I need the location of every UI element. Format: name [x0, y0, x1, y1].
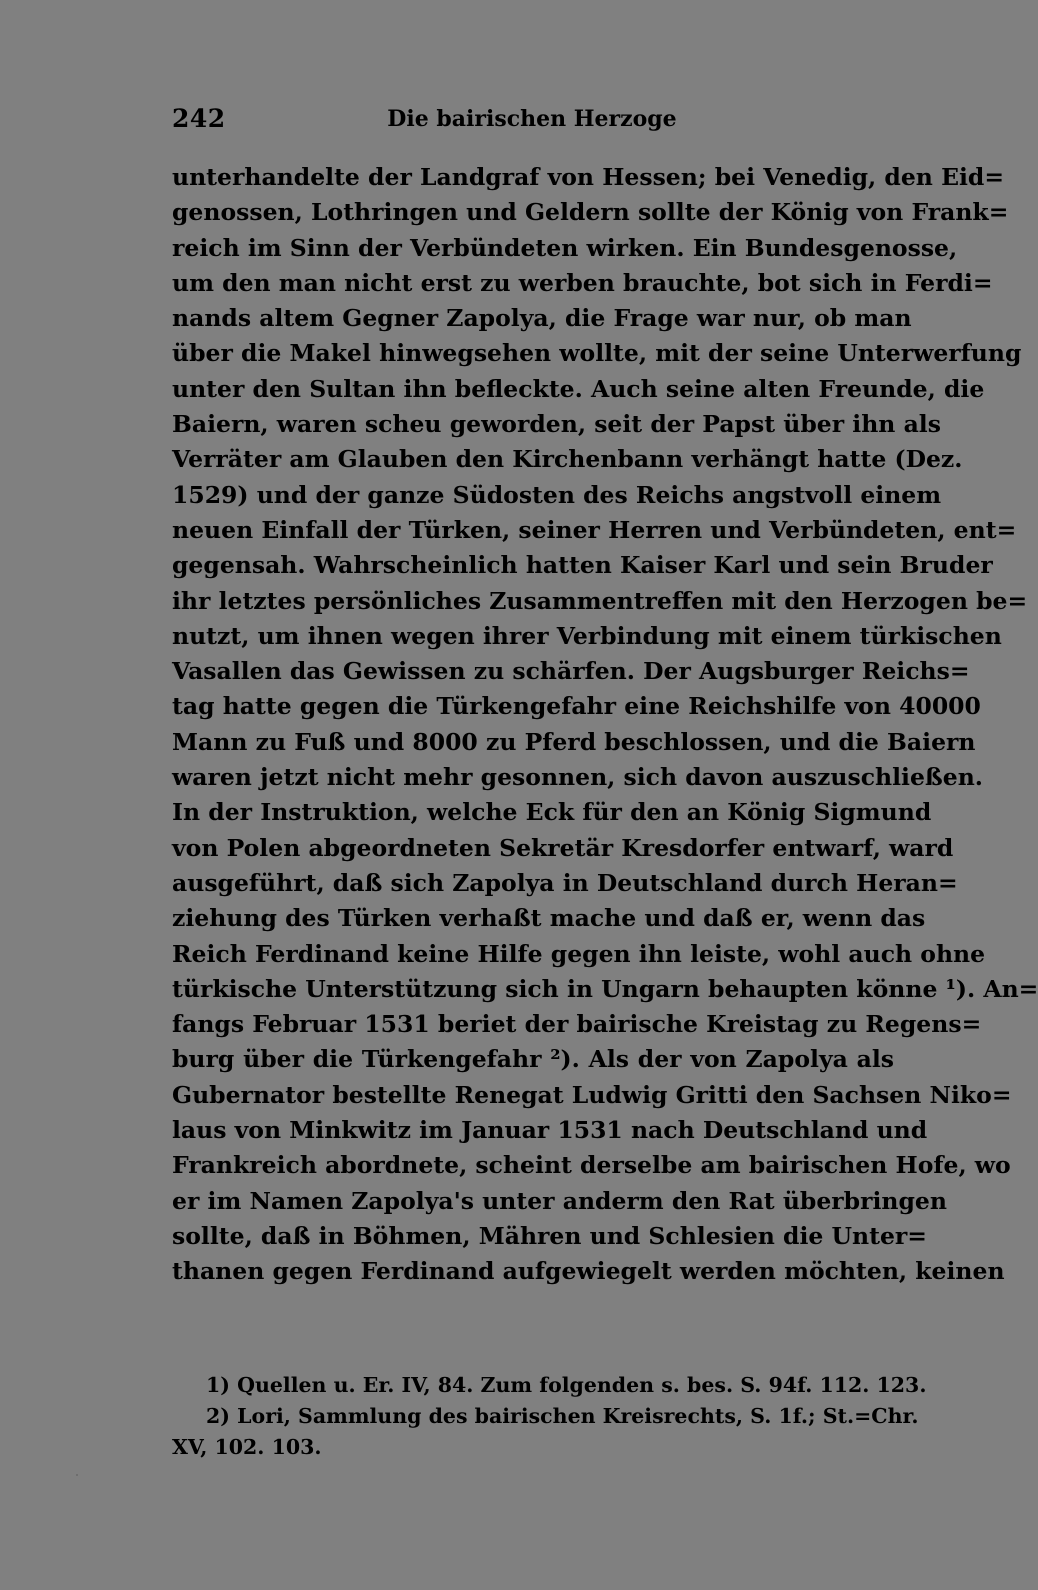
text-line: Verräter am Glauben den Kirchenbann verhängt hatte (Dez. [172, 445, 963, 474]
text-line: gegensah. Wahrscheinlich hatten Kaiser Karl und sein Bruder [172, 551, 993, 580]
body-text [172, 160, 1038, 1290]
running-title: Die bairischen Herzoge [387, 106, 677, 132]
text-line: unter den Sultan ihn befleckte. Auch seine alten Freunde, die [172, 374, 985, 403]
footnote-1: 1) Quellen u. Er. IV, 84. Zum folgenden s. bes. S. 94f. 112. 123. [206, 1373, 927, 1397]
text-line: er im Namen Zapolya's unter anderm den Rat überbringen [172, 1186, 947, 1215]
text-line: burg über die Türkengefahr ²). Als der von Zapolya als [172, 1045, 894, 1074]
page-number: 242 [172, 104, 226, 133]
footnote-2-continuation: XV, 102. 103. [172, 1435, 322, 1459]
text-line: neuen Einfall der Türken, seiner Herren und Verbündeten, ent= [172, 515, 1017, 544]
text-line: fangs Februar 1531 beriet der bairische Kreistag zu Regens= [172, 1010, 982, 1039]
text-line: nands altem Gegner Zapolya, die Frage war nur, ob man [172, 304, 912, 333]
text-line: türkische Unterstützung sich in Ungarn behaupten könne ¹). An= [172, 974, 1038, 1003]
text-line: ausgeführt, daß sich Zapolya in Deutschland durch Heran= [172, 868, 958, 897]
text-line: tag hatte gegen die Türkengefahr eine Reichshilfe von 40000 [172, 692, 981, 721]
text-line: Baiern, waren scheu geworden, seit der Papst über ihn als [172, 410, 941, 439]
text-line: ziehung des Türken verhaßt mache und daß er, wenn das [172, 904, 926, 933]
text-line: In der Instruktion, welche Eck für den an König Sigmund [172, 798, 932, 827]
text-line: Gubernator bestellte Renegat Ludwig Gritti den Sachsen Niko= [172, 1080, 1012, 1109]
text-line: genossen, Lothringen und Geldern sollte der König von Frank= [172, 198, 1009, 227]
text-line: Frankreich abordnete, scheint derselbe am bairischen Hofe, wo [172, 1151, 1011, 1180]
text-line: unterhandelte der Landgraf von Hessen; bei Venedig, den Eid= [172, 163, 1005, 191]
text-line: über die Makel hinwegsehen wollte, mit der seine Unterwerfung [172, 339, 1022, 368]
text-line: Mann zu Fuß und 8000 zu Pferd beschlossen, und die Baiern [172, 727, 976, 756]
text-line: waren jetzt nicht mehr gesonnen, sich davon auszuschließen. [172, 763, 983, 792]
page-header [172, 104, 892, 140]
text-line: um den man nicht erst zu werben brauchte, bot sich in Ferdi= [172, 268, 993, 297]
text-line: thanen gegen Ferdinand aufgewiegelt werden möchten, keinen [172, 1257, 1005, 1286]
text-line: reich im Sinn der Verbündeten wirken. Ein Bundesgenosse, [172, 233, 958, 262]
text-line: nutzt, um ihnen wegen ihrer Verbindung mit einem türkischen [172, 621, 1002, 650]
text-line: Vasallen das Gewissen zu schärfen. Der Augsburger Reichs= [172, 657, 970, 686]
text-line: 1529) und der ganze Südosten des Reichs angstvoll einem [172, 480, 942, 509]
text-line: ihr letztes persönliches Zusammentreffen mit den Herzogen be= [172, 586, 1028, 615]
text-line: sollte, daß in Böhmen, Mähren und Schlesien die Unter= [172, 1221, 927, 1250]
scan-speck [76, 1474, 78, 1476]
footnotes [172, 1370, 927, 1463]
text-line: laus von Minkwitz im Januar 1531 nach Deutschland und [172, 1116, 928, 1145]
text-line: Reich Ferdinand keine Hilfe gegen ihn leiste, wohl auch ohne [172, 939, 986, 968]
footnote-2: 2) Lori, Sammlung des bairischen Kreisrechts, S. 1f.; St.=Chr. [206, 1404, 919, 1428]
text-line: von Polen abgeordneten Sekretär Kresdorfer entwarf, ward [172, 833, 954, 862]
